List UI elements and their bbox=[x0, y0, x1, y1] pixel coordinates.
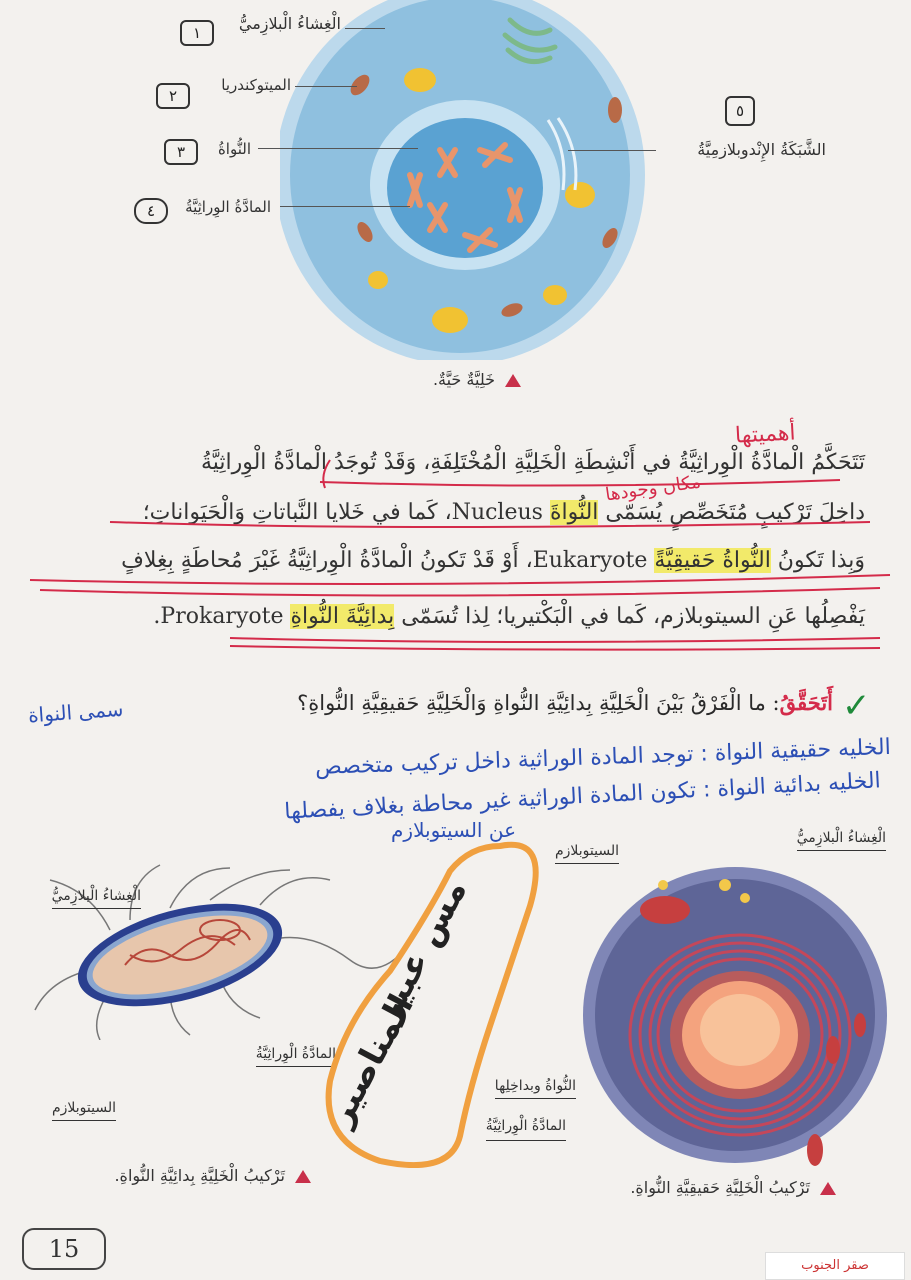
check-question: أَتَحَقَّقُ: ما الْفَرْقُ بَيْنَ الْخَلِيَّةِ بِدائِيَّةِ النُّواةِ وَالْخَلِيَّةِ حَقيقِيَّةِ النُّواةِ؟ bbox=[297, 690, 833, 715]
label-cell-membrane: الْغِشاءُ الْبلازِميُّ bbox=[238, 14, 341, 33]
leader-line bbox=[345, 28, 385, 29]
triangle-icon bbox=[295, 1170, 311, 1183]
caption-eukaryote: تَرْكيبُ الْخَلِيَّةِ حَقيقِيَّةِ النُّواةِ. bbox=[630, 1178, 836, 1197]
handwritten-answer-start: سمى النواة bbox=[27, 696, 125, 728]
label-eukaryote-cytoplasm: السيتوبلازم bbox=[555, 843, 619, 864]
logo: صقر الجنوب bbox=[765, 1252, 905, 1280]
eukaryote-cell-illustration bbox=[575, 850, 895, 1170]
handwritten-answer-3: عن السيتوبلازم bbox=[391, 818, 516, 842]
annotation-importance: أهميتها bbox=[734, 420, 797, 449]
triangle-icon bbox=[505, 374, 521, 387]
highlight-eukaryote: النُّواةُ حَقيقِيَّةً bbox=[654, 548, 771, 573]
paragraph-line-3: وَبِذا تَكونُ النُّواةُ حَقيقِيَّةً Eukaryote، أَوْ قَدْ تَكونُ الْمادَّةُ الْوِراثِيَّةُ غَيْرَ مُحاطَةٍ بِغِلافٍ bbox=[121, 548, 865, 573]
label-mitochondria: الميتوكندريا bbox=[221, 76, 291, 94]
label-number-2: ٢ bbox=[156, 83, 190, 109]
triangle-icon bbox=[820, 1182, 836, 1195]
stamp-line-1: مس عبير bbox=[367, 873, 476, 1027]
annotation-location: مكان وجودها bbox=[603, 471, 702, 506]
caption-prokaryote: تَرْكيبُ الْخَلِيَّةِ بِدائِيَّةِ النُّواةِ. bbox=[114, 1166, 311, 1185]
leader-line bbox=[280, 206, 410, 207]
label-number-5: ٥ bbox=[725, 96, 755, 126]
label-eukaryote-membrane: الْغِشاءُ الْبلازِميُّ bbox=[797, 830, 886, 851]
paragraph-line-1: تَتَحَكَّمُ الْمادَّةُ الْوِراثِيَّةُ في أَنْشِطَةِ الْخَلِيَّةِ الْمُخْتَلِفَةِ، وَقَدْ تُوجَدُ الْمادَّةُ الْوِراثِيَّةُ bbox=[200, 450, 865, 475]
label-prokaryote-membrane: الْغِشاءُ الْبلازِميُّ bbox=[52, 888, 141, 909]
handwritten-answer-1: الخليه حقيقية النواة : توجد المادة الوراثية داخل تركيب متخصص bbox=[314, 734, 892, 781]
check-title: أَتَحَقَّقُ bbox=[779, 690, 833, 715]
paragraph-line-4: يَفْصِلُها عَنِ السيتوبلازم، كَما في الْبَكْتيريا؛ لِذا تُسَمّى بِدائِيَّةَ النُّواةِ Prokaryote. bbox=[153, 604, 865, 629]
label-genetic-material: المادَّةُ الوِراثِيَّةُ bbox=[185, 198, 271, 216]
label-prokaryote-cytoplasm: السيتوبلازم bbox=[52, 1100, 116, 1121]
label-endoplasmic-reticulum: الشَّبَكَةُ الإِنْدوبلازمِيَّةُ bbox=[697, 140, 826, 159]
red-pen-underlines bbox=[0, 440, 911, 670]
label-number-4: ٤ bbox=[134, 198, 168, 224]
page-number: 15 bbox=[22, 1228, 106, 1270]
leader-line bbox=[568, 150, 656, 151]
handwritten-answer-2: الخليه بدائية النواة : تكون المادة الوراثية غير محاطة بغلاف يفصلها bbox=[283, 768, 882, 825]
highlight-nucleus: النُّواةَ bbox=[549, 500, 599, 525]
label-prokaryote-genetic: المادَّةُ الْوِراثِيَّةُ bbox=[256, 1046, 336, 1067]
label-number-1: ١ bbox=[180, 20, 214, 46]
highlight-prokaryote: بِدائِيَّةَ النُّواةِ bbox=[290, 604, 395, 629]
label-eukaryote-nucleus: النُّواةُ وبداخِلِها bbox=[495, 1078, 576, 1099]
stamp-line-2: المناصير bbox=[319, 988, 422, 1132]
label-eukaryote-genetic: المادَّةُ الْوِراثِيَّةُ bbox=[486, 1118, 566, 1141]
figure-caption-living-cell: خَلِيَّةٌ حَيَّةٌ. bbox=[433, 370, 521, 389]
checkmark-icon: ✓ bbox=[842, 686, 871, 726]
animal-cell-illustration bbox=[280, 0, 680, 360]
label-nucleus: النُّواةُ bbox=[217, 140, 251, 158]
label-number-3: ٣ bbox=[164, 139, 198, 165]
paragraph-line-2: داخِلَ تَرْكيبٍ مُتَخَصِّصٍ يُسَمّى النُّواةَ Nucleus، كَما في خَلايا النَّباتاتِ وَالْحَيَواناتِ؛ bbox=[142, 500, 865, 525]
leader-line bbox=[295, 86, 357, 87]
leader-line bbox=[258, 148, 418, 149]
